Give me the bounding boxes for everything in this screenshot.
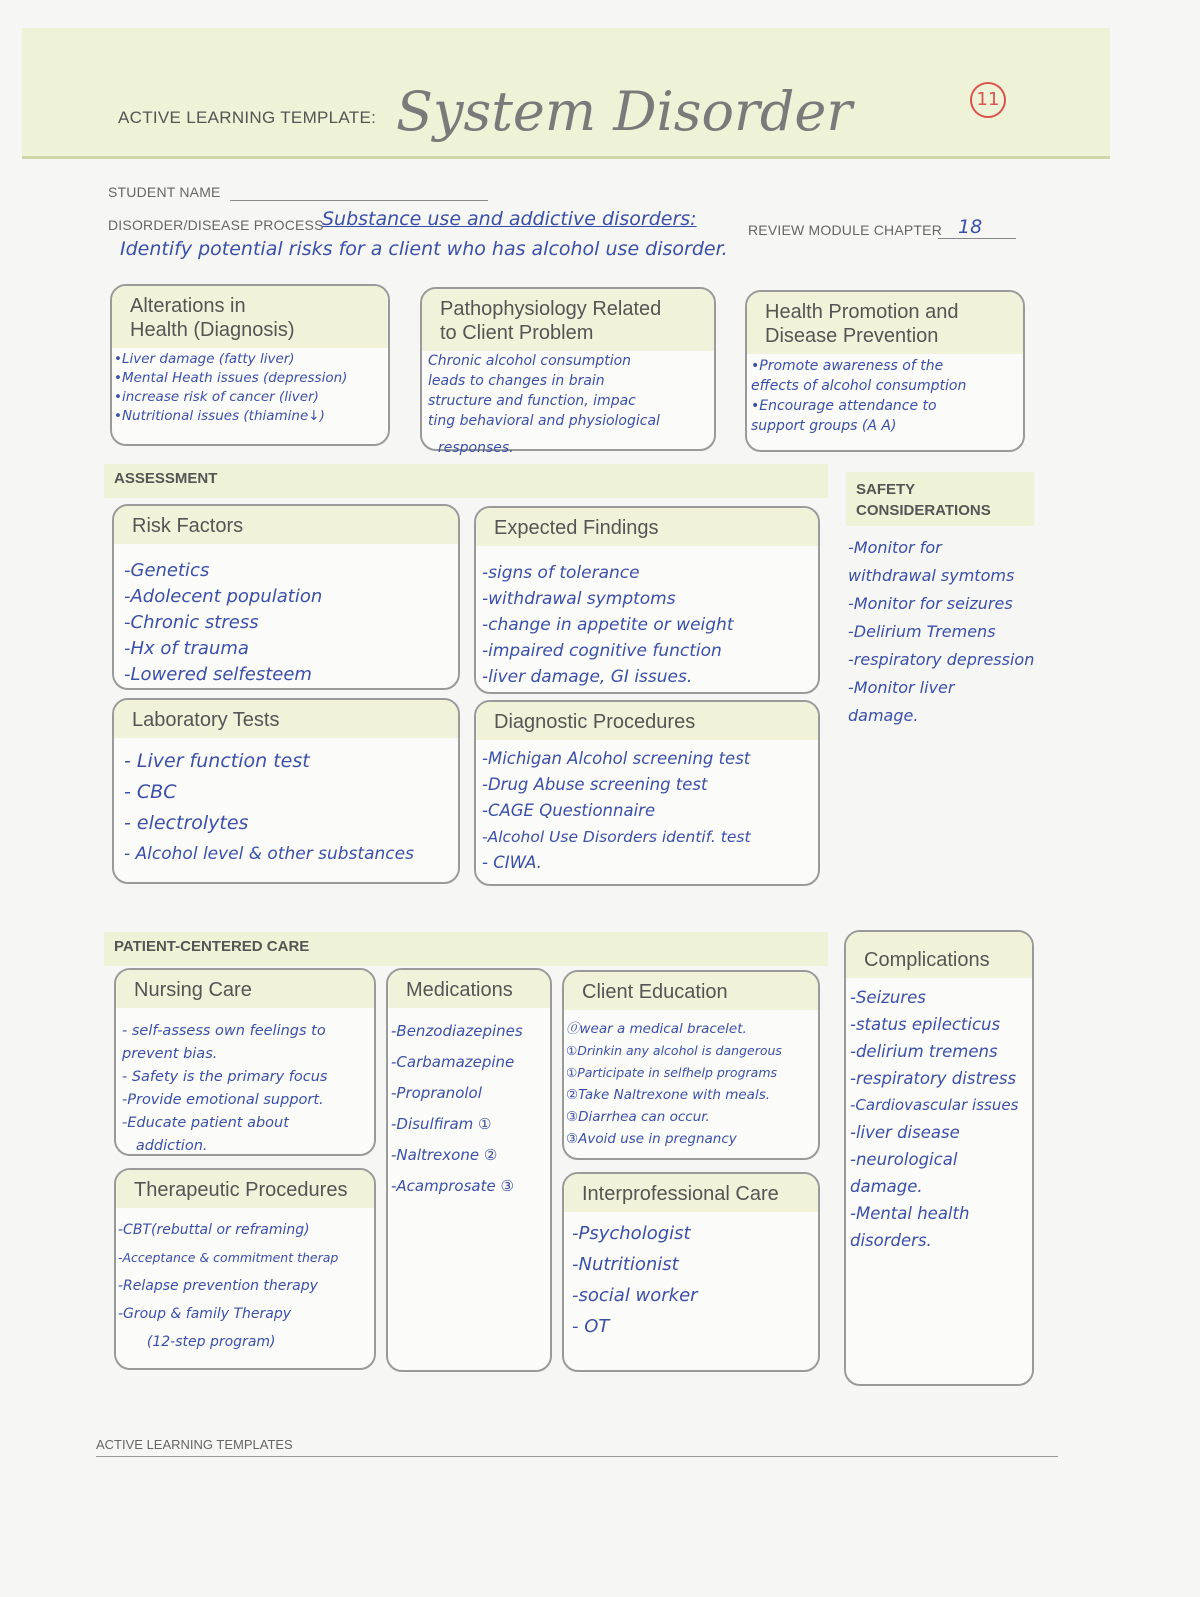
footer-label: ACTIVE LEARNING TEMPLATES	[96, 1437, 293, 1452]
interprofessional-care-title: Interprofessional Care	[564, 1174, 818, 1212]
disorder-description: Identify potential risks for a client who has alcohol use disorder.	[120, 238, 728, 260]
diagnostic-procedures-list: -Michigan Alcohol screening test -Drug Abuse screening test -CAGE Questionnaire -Alcohol Use Disorders identif. test - CIWA.	[482, 749, 751, 872]
medications-title: Medications	[388, 970, 550, 1008]
student-name-line[interactable]	[230, 200, 488, 201]
template-label: ACTIVE LEARNING TEMPLATE:	[118, 108, 377, 127]
patient-care-band: PATIENT-CENTERED CARE	[104, 932, 828, 966]
expected-findings-title: Expected Findings	[476, 508, 818, 546]
chapter-label: REVIEW MODULE CHAPTER	[748, 222, 942, 238]
expected-findings-box	[474, 506, 820, 694]
pathophysiology-title: Pathophysiology Related to Client Problem	[422, 289, 714, 351]
complications-title: Complications	[846, 932, 1032, 978]
alterations-list: •Liver damage (fatty liver) •Mental Heath issues (depression) •increase risk of cancer (liver) •Nutritional issues (thiamine↓)	[114, 351, 348, 424]
pathophysiology-box	[420, 287, 716, 451]
student-name-label: STUDENT NAME	[108, 184, 221, 200]
footer-divider	[96, 1456, 1058, 1457]
diagnostic-procedures-title: Diagnostic Procedures	[476, 702, 818, 740]
diagnostic-procedures-box	[474, 700, 820, 886]
alterations-box	[110, 284, 390, 446]
template-title: System Disorder	[396, 80, 853, 143]
therapeutic-procedures-box	[114, 1168, 376, 1370]
expected-findings-list: -signs of tolerance -withdrawal symptoms -change in appetite or weight -impaired cognitive function -liver damage, GI issues.	[482, 563, 734, 687]
pathophysiology-overflow: responses.	[438, 440, 514, 456]
medications-box	[386, 968, 552, 1372]
laboratory-tests-title: Laboratory Tests	[114, 700, 458, 738]
health-promotion-title: Health Promotion and Disease Prevention	[747, 292, 1023, 354]
risk-factors-list: -Genetics -Adolecent population -Chronic stress -Hx of trauma -Lowered selfesteem	[124, 560, 323, 685]
risk-factors-title: Risk Factors	[114, 506, 458, 544]
safety-title: SAFETY CONSIDERATIONS	[846, 472, 1034, 526]
chapter-line	[938, 238, 1016, 239]
chapter-value[interactable]: 18	[958, 216, 983, 238]
complications-box	[844, 930, 1034, 1386]
nursing-care-title: Nursing Care	[116, 970, 374, 1008]
safety-list: -Monitor for withdrawal symtoms -Monitor for seizures -Delirium Tremens -respiratory depression -Monitor liver damage.	[848, 538, 1035, 725]
client-education-box	[562, 970, 820, 1160]
client-education-title: Client Education	[564, 972, 818, 1010]
therapeutic-procedures-list: -CBT(rebuttal or reframing) -Acceptance & commitment therap -Relapse prevention therapy -Group & family Therapy (12-step program)	[118, 1222, 339, 1350]
assessment-band: ASSESSMENT	[104, 464, 828, 498]
pathophysiology-list: Chronic alcohol consumption leads to changes in brain structure and function, impac ting behavioral and physiological	[428, 353, 660, 429]
risk-factors-box	[112, 504, 460, 690]
interprofessional-care-list: -Psychologist -Nutritionist -social worker - OT	[572, 1223, 698, 1337]
medications-list: -Benzodiazepines -Carbamazepine -Propranolol -Disulfiram ① -Naltrexone ② -Acamprosate ③	[391, 1022, 523, 1195]
complications-list: -Seizures -status epilecticus -delirium tremens -respiratory distress -Cardiovascular issues -liver disease -neurological damage. -Mental health disorders.	[850, 988, 1019, 1250]
therapeutic-procedures-title: Therapeutic Procedures	[116, 1170, 374, 1208]
nursing-care-list: - self-assess own feelings to prevent bias. - Safety is the primary focus -Provide emotional support. -Educate patient about addiction.	[122, 1023, 328, 1154]
nursing-care-box	[114, 968, 376, 1156]
client-education-list: ⓪wear a medical bracelet. ①Drinkin any alcohol is dangerous ①Participate in selfhelp programs ②Take Naltrexone with meals. ③Diarrhea can occur. ③Avoid use in pregnancy	[566, 1021, 782, 1147]
health-promotion-list: •Promote awareness of the effects of alcohol consumption •Encourage attendance to support groups (A A)	[751, 358, 967, 434]
page-number-circle: 11	[970, 82, 1006, 118]
disorder-value[interactable]: Substance use and addictive disorders:	[322, 208, 697, 230]
laboratory-tests-box	[112, 698, 460, 884]
laboratory-tests-list: - Liver function test - CBC - electrolytes - Alcohol level & other substances	[124, 750, 414, 864]
alterations-title: Alterations in Health (Diagnosis)	[112, 286, 388, 348]
interprofessional-care-box	[562, 1172, 820, 1372]
health-promotion-box	[745, 290, 1025, 452]
disorder-label: DISORDER/DISEASE PROCESS	[108, 217, 324, 233]
